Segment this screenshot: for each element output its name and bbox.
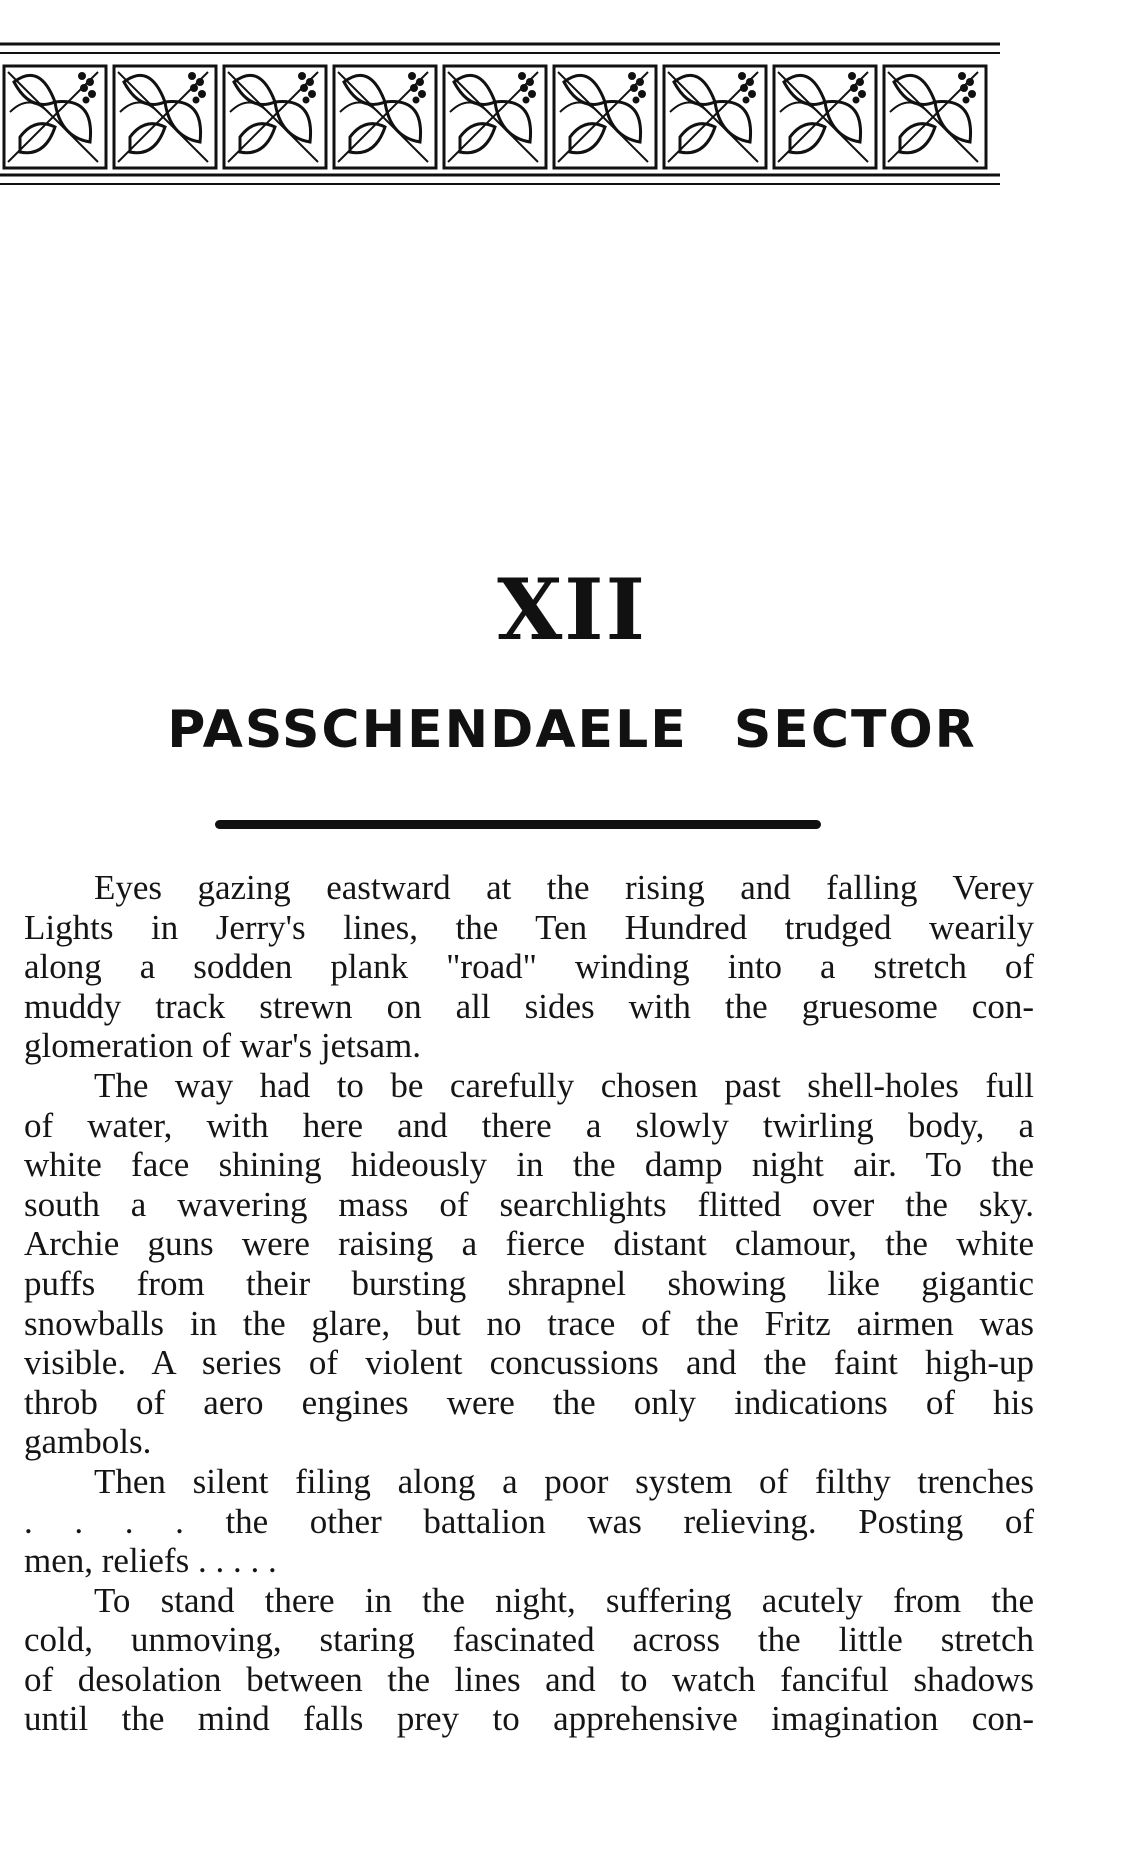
chapter-title: PASSCHENDAELE SECTOR	[167, 700, 977, 760]
text-line: along a sodden plank "road" winding into a stretch of	[24, 947, 1034, 987]
text-line: men, reliefs . . . . .	[24, 1541, 277, 1581]
paragraph	[24, 1462, 1034, 1581]
paragraph	[24, 1066, 1034, 1462]
text-line: south a wavering mass of searchlights flitted over the sky.	[24, 1184, 1034, 1224]
text-line: Archie guns were raising a fierce distant clamour, the white	[24, 1224, 1034, 1264]
text-line: . . . . the other battalion was relieving. Posting of	[24, 1501, 1034, 1541]
vine-ornament-icon	[0, 42, 1005, 192]
text-line: visible. A series of violent concussions and the faint high-up	[24, 1343, 1034, 1383]
text-line: glomeration of war's jetsam.	[24, 1026, 422, 1066]
paragraph	[24, 1581, 1034, 1739]
title-underline-rule	[215, 820, 821, 829]
text-line: Lights in Jerry's lines, the Ten Hundred trudged wearily	[24, 907, 1034, 947]
decorative-header-band	[0, 42, 1005, 192]
body-text	[24, 868, 1034, 1739]
text-line: puffs from their bursting shrapnel showing like gigantic	[24, 1263, 1034, 1303]
text-line: of desolation between the lines and to watch fanciful shadows	[24, 1659, 1034, 1699]
text-line: Eyes gazing eastward at the rising and falling Verey	[94, 868, 1034, 907]
text-line: Then silent filing along a poor system of filthy trenches	[94, 1461, 1034, 1501]
text-line: cold, unmoving, staring fascinated across the little stretch	[24, 1620, 1034, 1660]
text-line: throb of aero engines were the only indications of his	[24, 1382, 1034, 1422]
text-line: To stand there in the night, suffering acutely from the	[94, 1580, 1034, 1620]
paragraph	[24, 868, 1034, 1066]
text-line: gambols.	[24, 1422, 152, 1462]
text-line: The way had to be carefully chosen past shell-holes full	[94, 1065, 1034, 1105]
chapter-number: XII	[497, 560, 647, 659]
text-line: muddy track strewn on all sides with the gruesome con-	[24, 986, 1034, 1026]
text-line: until the mind falls prey to apprehensive imagination con-	[24, 1699, 1034, 1739]
text-line: white face shining hideously in the damp night air. To the	[24, 1145, 1034, 1185]
text-line: of water, with here and there a slowly twirling body, a	[24, 1105, 1034, 1145]
text-line: snowballs in the glare, but no trace of the Fritz airmen was	[24, 1303, 1034, 1343]
